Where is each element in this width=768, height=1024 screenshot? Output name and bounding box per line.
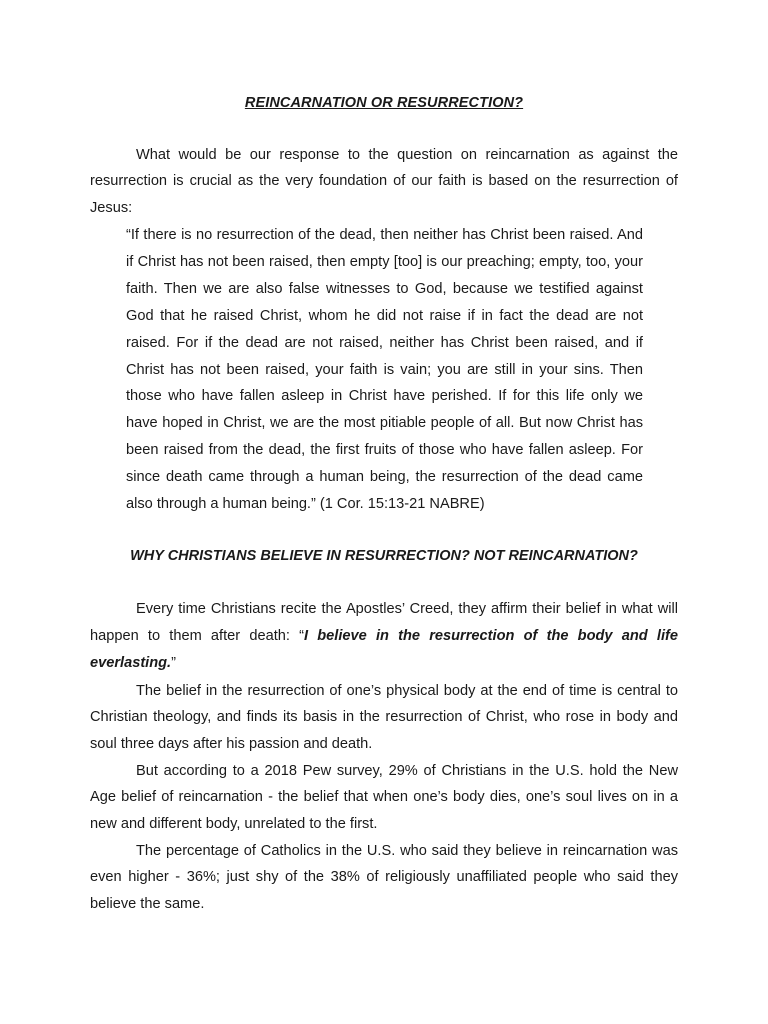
- creed-lead-text: Every time Christians recite the Apostles’ Creed, they affirm their belief in what will happen to them after death: “: [90, 601, 678, 644]
- creed-quote-text: I believe in the resurrection of the body and life everlasting.: [90, 628, 678, 671]
- creed-close-text: ”: [171, 655, 176, 671]
- creed-paragraph: [90, 596, 678, 677]
- scripture-quote: “If there is no resurrection of the dead, then neither has Christ been raised. And if Christ has not been raised, then empty [too] is our preaching; empty, too, your faith. Then we are also false witnesses to God, because we testified against God that he raised Christ, whom he did not raise if in fact the dead are not raised. For if the dead are not raised, neither has Christ been raised, and if Christ has not been raised, your faith is vain; you are still in your sins. Then those who have fallen asleep in Christ have perished. If for this life only we have hoped in Christ, we are the most pitiable people of all. But now Christ has been raised from the dead, the first fruits of those who have fallen asleep. For since death came through a human being, the resurrection of the dead came also through a human being.” (1 Cor. 15:13-21 NABRE): [126, 227, 643, 513]
- catholics-paragraph: The percentage of Catholics in the U.S. who said they believe in reincarnation was even higher - 36%; just shy of the 38% of religiously unaffiliated people who said they believe the same.: [90, 843, 678, 912]
- belief-paragraph: The belief in the resurrection of one’s physical body at the end of time is central to Christian theology, and finds its basis in the resurrection of Christ, who rose in body and soul three days after his passion and death.: [90, 683, 678, 752]
- intro-paragraph: What would be our response to the question on reincarnation as against the resurrection is crucial as the very foundation of our faith is based on the resurrection of Jesus:: [90, 147, 678, 216]
- document-title: REINCARNATION OR RESURRECTION?: [244, 95, 524, 111]
- section-heading: WHY CHRISTIANS BELIEVE IN RESURRECTION? NOT REINCARNATION?: [130, 548, 638, 564]
- pew-survey-paragraph: But according to a 2018 Pew survey, 29% of Christians in the U.S. hold the New Age belief of reincarnation - the belief that when one’s body dies, one’s soul lives on in a new and different body, unrelated to the first.: [90, 763, 678, 832]
